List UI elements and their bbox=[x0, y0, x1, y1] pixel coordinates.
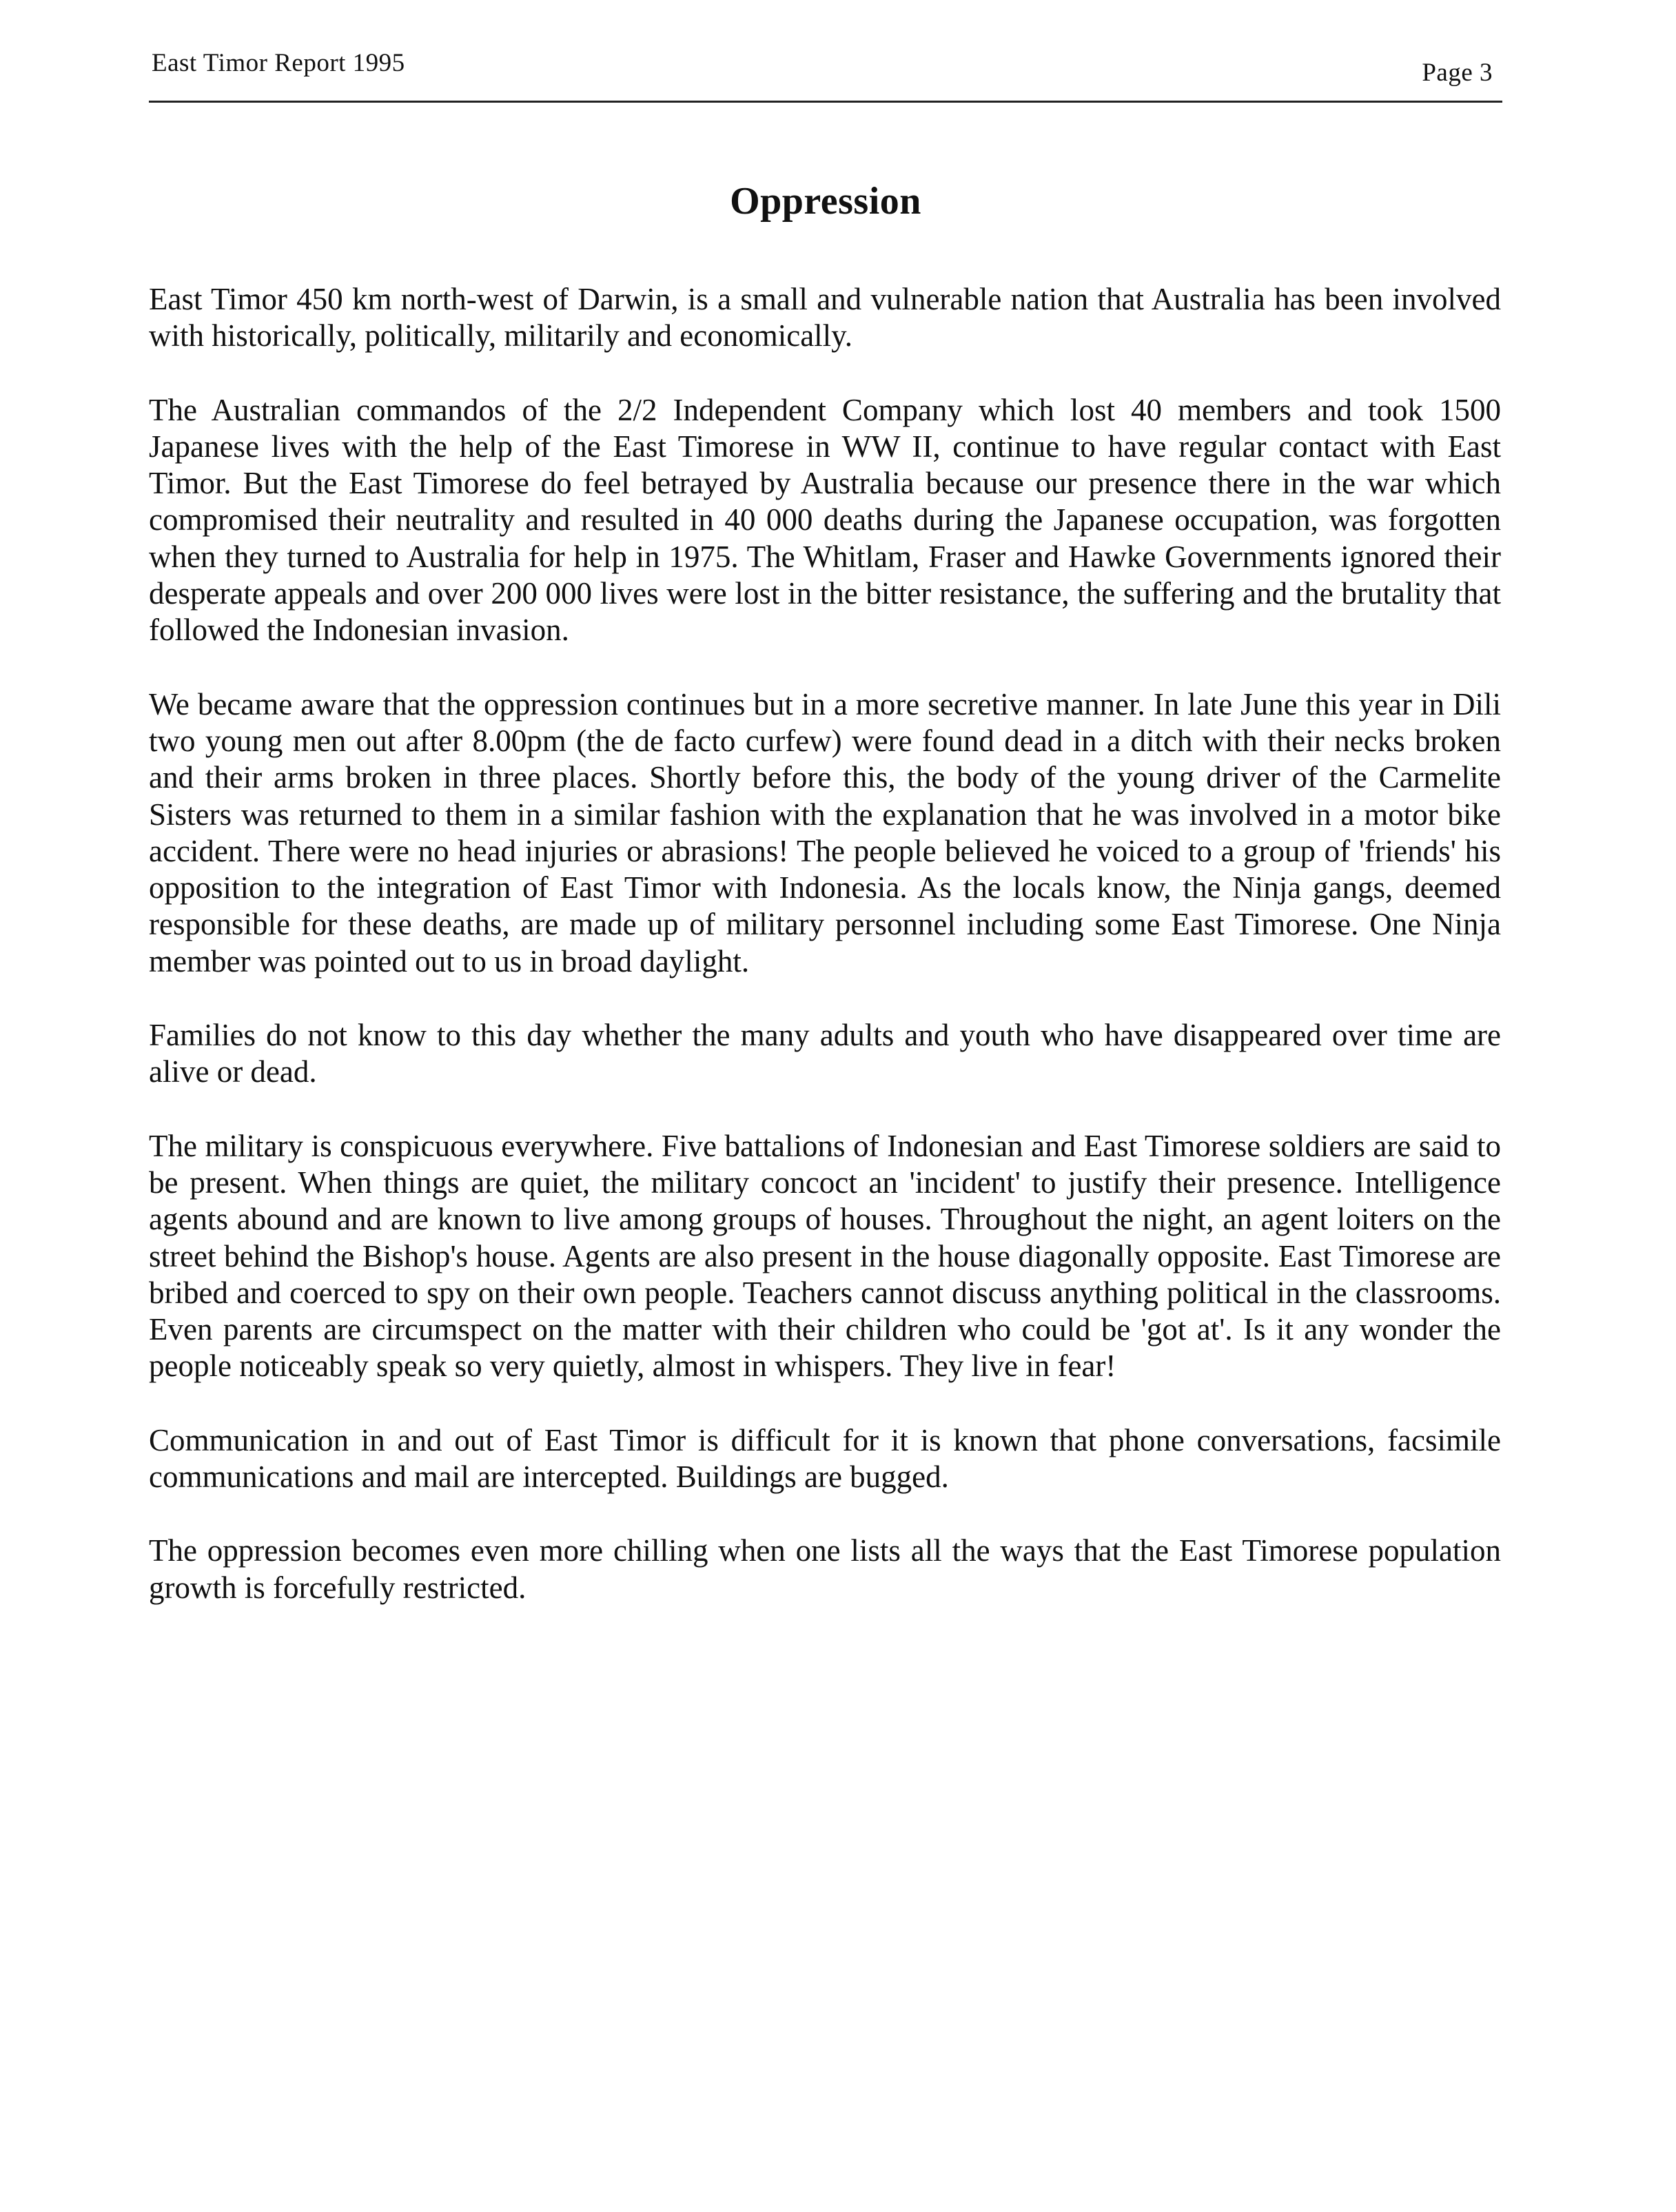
header-divider bbox=[149, 101, 1502, 103]
paragraph-intro: East Timor 450 km north-west of Darwin, is a small and vulnerable nation that Australia has been involved with historically, politically, militarily and economically. bbox=[149, 282, 1501, 354]
page-header bbox=[149, 44, 1502, 99]
paragraph-commandos: The Australian commandos of the 2/2 Independent Company which lost 40 members and took 1500 Japanese lives with the help of the East Timorese in WW II, continue to have regular contact with East Timor. But the East Timorese do feel betrayed by Australia because our presence there in the war which compromised their neutrality and resulted in 40 000 deaths during the Japanese occupation, was forgotten when they turned to Australia for help in 1975. The Whitlam, Fraser and Hawke Governments ignored their desperate appeals and over 200 000 lives were lost in the bitter resistance, the suffering and the brutality that followed the Indonesian invasion. bbox=[149, 392, 1501, 648]
article-body bbox=[149, 281, 1501, 1643]
report-title: East Timor Report 1995 bbox=[152, 49, 405, 77]
section-title: Oppression bbox=[730, 179, 921, 223]
paragraph-disappeared: Families do not know to this day whether the many adults and youth who have disappeared over time are alive or dead. bbox=[149, 1018, 1501, 1089]
paragraph-communication: Communication in and out of East Timor is difficult for it is known that phone conversations, facsimile communications and mail are intercepted. Buildings are bugged. bbox=[149, 1422, 1501, 1495]
paragraph-secretive-oppression: We became aware that the oppression continues but in a more secretive manner. In late June this year in Dili two young men out after 8.00pm (the de facto curfew) were found dead in a ditch with their necks broken and their arms broken in three places. Shortly before this, the body of the young driver of the Carmelite Sisters was returned to them in a similar fashion with the explanation that he was involved in a motor bike accident. There were no head injuries or abrasions! The people believed he voiced to a group of 'friends' his opposition to the integration of East Timor with Indonesia. As the locals know, the Ninja gangs, deemed responsible for these deaths, are made up of military personnel including some East Timorese. One Ninja member was pointed out to us in broad daylight. bbox=[149, 686, 1501, 979]
paragraph-military: The military is conspicuous everywhere. Five battalions of Indonesian and East Timorese soldiers are said to be present. When things are quiet, the military concoct an 'incident' to justify their presence. Intelligence agents abound and are known to live among groups of houses. Throughout the night, an agent loiters on the street behind the Bishop's house. Agents are also present in the house diagonally opposite. East Timorese are bribed and coerced to spy on their own people. Teachers cannot discuss anything political in the classrooms. Even parents are circumspect on the matter with their children who could be 'got at'. Is it any wonder the people noticeably speak so very quietly, almost in whispers. They live in fear! bbox=[149, 1128, 1501, 1384]
paragraph-population: The oppression becomes even more chilling when one lists all the ways that the East Timorese population growth is forcefully restricted. bbox=[149, 1533, 1501, 1605]
page-number: Page 3 bbox=[1422, 59, 1493, 87]
